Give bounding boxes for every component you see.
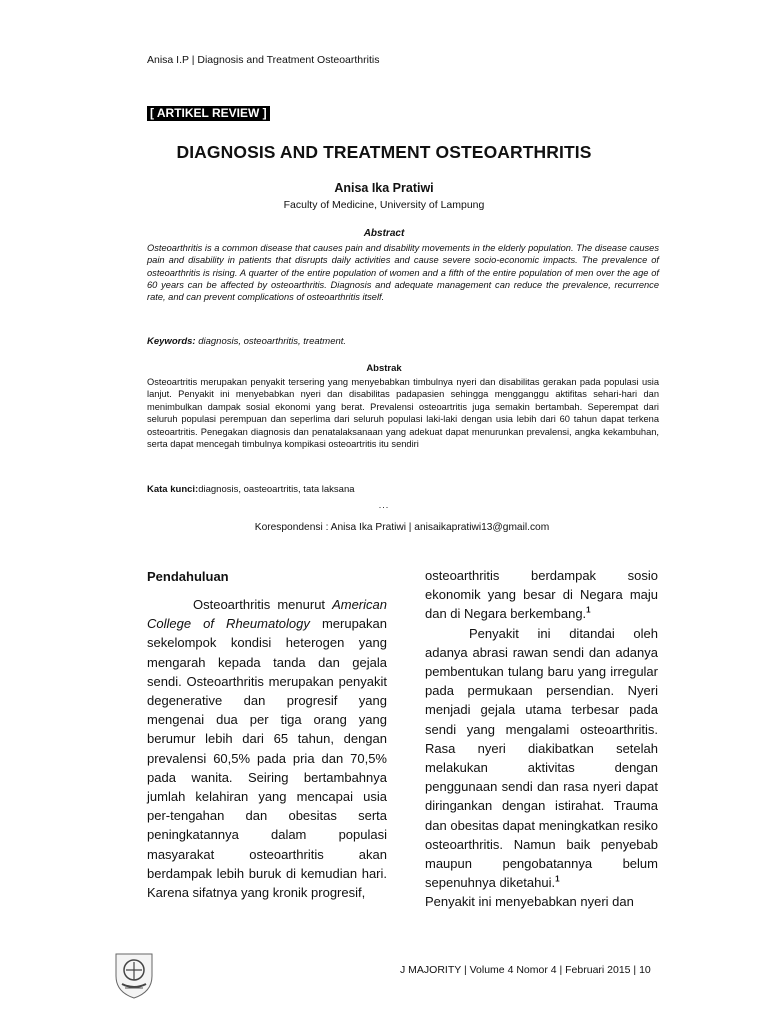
university-seal-icon xyxy=(112,950,156,1000)
kata-kunci-value: diagnosis, oasteoartritis, tata laksana xyxy=(198,484,355,495)
right-column xyxy=(425,566,658,912)
abstrak-text: Osteoartritis merupakan penyakit tersering yang menyebabkan timbulnya nyeri dan disabilitas gerakan pada populasi usia lanjut. Penyakit ini menyebabkan nyeri dan disabilitas padapasien sehingga mengganggu aktifitas sehari-hari dan menimbulkan dampak sosial ekonomi yang berat. Prevalensi osteoartritis juga semakin bertambah. Seperempat dari seluruh populasi perempuan dan seperlima dari seluruh populasi laki-laki dengan usia lebih dari 60 tahun dapat terkena osteoartritis. Penegakan diagnosis dan penatalaksanaan yang adekuat dapat menurunkan prevalensi, angka kekambuhan, serta dapat mencegah timbulnya kompikasi osteoartritis itu sendiri xyxy=(147,377,659,450)
paragraph-text: Penyakit ini menyebabkan nyeri dan xyxy=(425,894,634,910)
keywords-line xyxy=(147,336,346,347)
abstract-text: Osteoarthritis is a common disease that causes pain and disability movements in the elderly population. The disease causes pain and disability in patients that disrupts daily activities and cause severe socio-economic impacts. The prevalence of osteoarthritis is rising. A quarter of the entire population of women and a fifth of the entire population of men over the age of 60 years can be affected by osteoarthritis. Diagnosis and adequate management can reduce the prevalence, recurrence rate, and can prevent complications of osteoarthritis itself. xyxy=(147,243,659,303)
kata-kunci-line xyxy=(147,484,355,495)
paper-title: DIAGNOSIS AND TREATMENT OSTEOARTHRITIS xyxy=(176,142,592,162)
kata-kunci-label: Kata kunci: xyxy=(147,484,199,495)
abstract-heading: Abstract xyxy=(363,228,405,239)
running-header: Anisa I.P | Diagnosis and Treatment Osteoarthritis xyxy=(147,54,380,66)
paragraph-text: osteoarthritis berdampak sosio ekonomik yang besar di Negara maju dan di Negara berkembang. xyxy=(425,568,658,622)
paragraph-text: Osteoarthritis menurut xyxy=(193,597,333,612)
separator: ... xyxy=(378,500,390,510)
keywords-value: diagnosis, osteoarthritis, treatment. xyxy=(195,336,347,347)
paragraph xyxy=(147,595,387,902)
article-type-tag: [ ARTIKEL REVIEW ] xyxy=(147,106,270,121)
paragraph-text: Penyakit ini ditandai oleh adanya abrasi rawan sendi dan adanya pembentukan tulang baru yang irregular pada permukaan persendian. Nyeri menjadi gejala utama terbesar pada sendi yang mengalami osteoarthritis. Rasa nyeri diakibatkan setelah melakukan aktivitas dengan penggunaan sendi dan rasa nyeri dapat diringankan dengan istirahat. Trauma dan obesitas dapat meningkatkan resiko osteoarthritis. Namun baik penyebab maupun pengobatannya belum sepenuhnya diketahui. xyxy=(425,625,658,891)
reference-marker: 1 xyxy=(586,606,591,616)
correspondence-line: Korespondensi : Anisa Ika Pratiwi | anisaikapratiwi13@gmail.com xyxy=(254,522,550,533)
keywords-label: Keywords: xyxy=(147,336,196,347)
section-heading: Pendahuluan xyxy=(147,569,229,584)
paragraph xyxy=(425,624,658,893)
author-name: Anisa Ika Pratiwi xyxy=(334,181,434,195)
paragraph-text: merupakan sekelompok kondisi heterogen yang mengarah kepada tanda dan gejala sendi. Osteoarthritis merupakan penyakit degenerative dan progresif yang mengenai dua per tiga orang yang berumur lebih dari 65 tahun, dengan prevalensi 60,5% pada pria dan 70,5% pada wanita. Seiring bertambahnya jumlah kelahiran yang mencapai usia per-tengahan dan obesitas serta peningkatannya dalam populasi masyarakat osteoarthritis akan berdampak lebih buruk di kemudian hari. Karena sifatnya yang kronik progresif, xyxy=(147,616,387,901)
paragraph xyxy=(425,892,658,911)
paragraph xyxy=(425,566,658,624)
paragraph-emphasis: American College of Rheumatology xyxy=(147,597,387,632)
page-footer: J MAJORITY | Volume 4 Nomor 4 | Februari 2015 | 10 xyxy=(400,964,651,976)
author-affiliation: Faculty of Medicine, University of Lampung xyxy=(283,199,485,211)
abstrak-heading: Abstrak xyxy=(366,363,402,374)
left-column xyxy=(147,595,387,902)
reference-marker: 1 xyxy=(555,874,560,884)
